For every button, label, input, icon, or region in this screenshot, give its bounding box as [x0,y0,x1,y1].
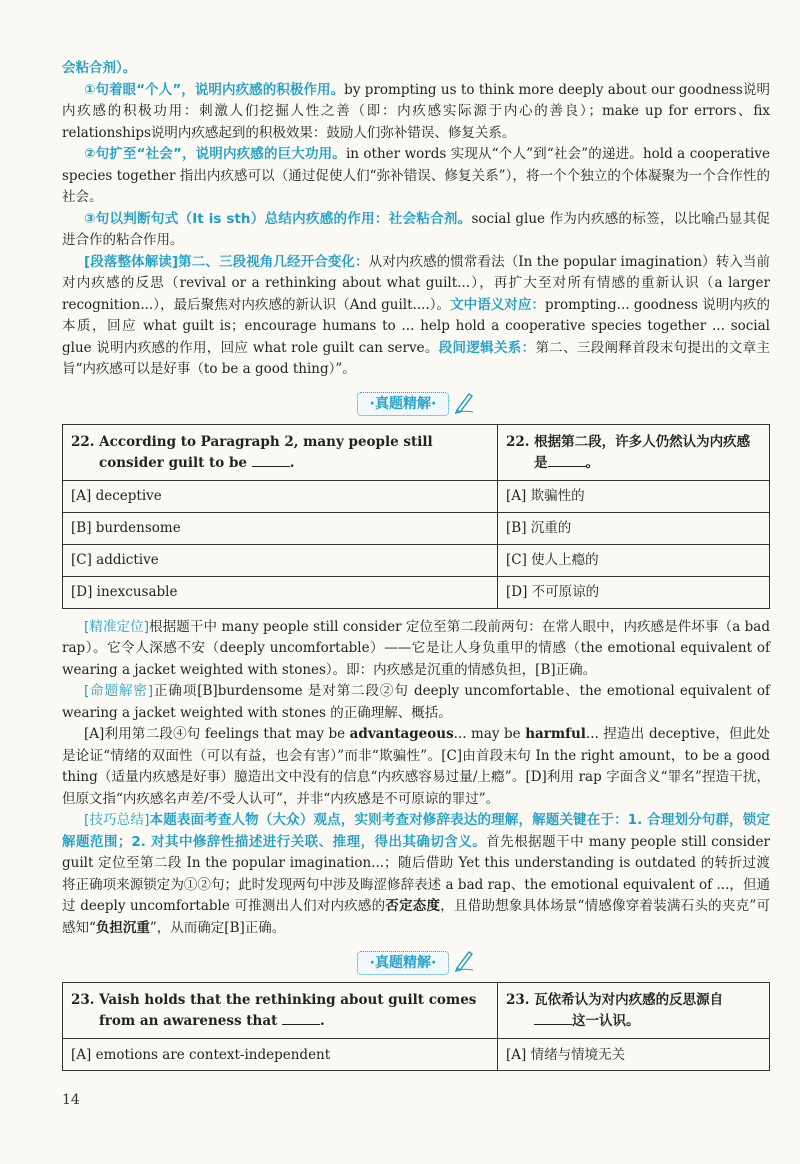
option-row [63,576,770,608]
option-d-en: [D] inexcusable [63,576,498,608]
para-3-lead: ③句以判断句式（It is sth）总结内疚感的作用：社会粘合剂。 [84,210,472,227]
bold-term: 负担沉重 [95,919,150,936]
heading-fragment: 会粘合剂）。 [62,60,137,76]
para-analysis [62,252,770,381]
para-1 [62,80,770,145]
question-23-stem-zh: 23. 瓦依希认为对内疚感的反思源自这一认识。 [498,983,770,1039]
question-22-stem-zh: 22. 根据第二段，许多人仍然认为内疚感是 。 [498,424,770,480]
explain-locate [62,617,770,682]
question-23-table [62,982,770,1071]
para-3 [62,209,770,252]
analysis-tag: [段落整体解读] [84,253,179,270]
analysis-text-3: 第二、三段阐释首段末句提出的文章主旨“内疚感可以是好事（to be a good thing）”。 [62,339,771,377]
option-row [63,544,770,576]
para-0 [62,58,770,80]
answer-blank-zh [534,1010,572,1025]
question-22-stem-row [63,424,770,480]
pen-icon [453,390,475,418]
page-number: 14 [62,1092,80,1108]
analysis-text-1: 从对内疚感的惯常看法（In the popular imagination）转入当前对内疚感的反思（revival or a rethinking about what guilt...），再扩大至对所有情感的重新认识（a larger recognition...），最后聚焦对内疚感的新认识（And guilt....）。 [62,253,771,313]
option-a-zh: [A] 欺骗性的 [498,480,770,512]
bold-term: harmful [525,726,586,742]
option-row [63,512,770,544]
badge-label: ·真题精解· [357,951,450,975]
option-row [63,480,770,512]
skill-tag: [技巧总结] [84,812,150,828]
option-a-zh: [A] 情绪与情境无关 [498,1039,770,1071]
pen-icon [453,948,475,976]
explain-distractors: [A]利用第二段④句 feelings that may be advantageous... may be harmful... 捏造出 deceptive，但此处是论证“情绪的双面性（可以有益，也会有害）”而非“欺骗性”。[C]由首段末句 In the right amount，to be a good thing（适量内疚感是好事）臆造出文中没有的信息“内疚感容易过量/上瘾”。[D]利用 rap 字面含义“罪名”捏造干扰，但原文指“内疚感名声差/不受人认可”，并非“内疚感是不可原谅的罪过”。 [62,726,770,807]
explain-decode [62,681,770,724]
question-23-stem-row [63,983,770,1039]
option-b-en: [B] burdensome [63,512,498,544]
option-a-en: [A] deceptive [63,480,498,512]
section-badge-1 [62,390,770,416]
para-2-lead: ②句扩至“社会”，说明内疚感的巨大功用。 [84,146,346,162]
decode-tag: [命题解密] [84,683,154,699]
locate-text: 根据题干中 many people still consider 定位至第二段前两句：在常人眼中，内疚感是件坏事（a bad rap）。它令人深感不安（deeply uncomfortable）——它是让人身负重甲的情感（the emotional equivalent of wearing a jacket weighted with stones）。即：内疚感是沉重的情感负担，[B]正确。 [62,618,770,678]
question-22-table [62,424,770,609]
bold-term: advantageous [349,726,454,742]
analysis-tag-3: 段间逻辑关系： [438,339,536,356]
option-row [63,1039,770,1071]
para-1-lead: ①句着眼“个人”，说明内疚感的积极作用。 [84,81,345,98]
analysis-lead: 第二、三段视角几经开合变化： [178,253,369,270]
section-badge-2 [62,948,770,974]
option-c-zh: [C] 使人上瘾的 [498,544,770,576]
question-23-stem-en: 23. Vaish holds that the rethinking about guilt comes from an awareness that . [63,983,498,1039]
option-d-zh: [D] 不可原谅的 [498,576,770,608]
para-3-text: social glue 作为内疚感的标签，以比喻凸显其促进合作的粘合作用。 [62,210,770,248]
explain-skill: [技巧总结]本题表面考查人物（大众）观点，实则考查对修辞表达的理解，解题关键在于：1. 合理划分句群，锁定解题范围；2. 对其中修辞性描述进行关联、推理，得出其确切含义。首先根据题干中 many people still consider guilt 定位至第二段 In the popular imagination...；随后借助 Yet this understanding is outdated 的转折过渡将正确项来源锁定为①②句；此时发现两句中涉及晦涩修辞表述 a bad rap、the emotional equivalent of ...，但通过 deeply uncomfortable 可推测出人们对内疚感的否定态度，且借助想象具体场景“情感像穿着装满石头的夹克”可感知“负担沉重”，从而确定[B]正确。 [62,812,770,936]
para-2-text: in other words 实现从“个人”到“社会”的递进。hold a cooperative species together 指出内疚感可以（通过促使人们“弥补错误、修复关系”），将一个个独立的个体凝聚为一个合作性的社会。 [62,146,770,205]
answer-blank-zh [548,452,586,467]
locate-tag: [精准定位] [84,618,150,635]
skill-lead: 本题表面考查人物（大众）观点，实则考查对修辞表达的理解，解题关键在于：1. 合理划分句群，锁定解题范围；2. 对其中修辞性描述进行关联、推理，得出其确切含义。 [62,812,770,850]
answer-blank [282,1010,320,1025]
badge-label: ·真题精解· [357,392,450,416]
option-a-en: [A] emotions are context-independent [63,1039,498,1071]
answer-blank [252,452,290,467]
option-b-zh: [B] 沉重的 [498,512,770,544]
analysis-tag-2: 文中语义对应： [450,296,545,313]
analysis-text-2: prompting... goodness 说明内疚的本质，回应 what guilt is；encourage humans to ... help hold a cooperative species together ... social glue 说明内疚感的作用，回应 what role guilt can serve。 [62,296,770,356]
page-content [62,58,770,1071]
option-c-en: [C] addictive [63,544,498,576]
decode-text: 正确项[B]burdensome 是对第二段②句 deeply uncomfortable、the emotional equivalent of wearing a jacket weighted with stones 的正确理解、概括。 [62,683,770,721]
para-2 [62,144,770,209]
bold-term: 否定态度 [385,898,441,914]
para-1-text: by prompting us to think more deeply about our goodness说明内疚感的积极功用：刺激人们挖掘人性之善（即：内疚感实际源于内心的善良）；make up for errors、fix relationships说明内疚感起到的积极效果：鼓励人们弥补错误、修复关系。 [62,81,770,141]
question-22-stem-en: 22. According to Paragraph 2, many people still consider guilt to be . [63,424,498,480]
